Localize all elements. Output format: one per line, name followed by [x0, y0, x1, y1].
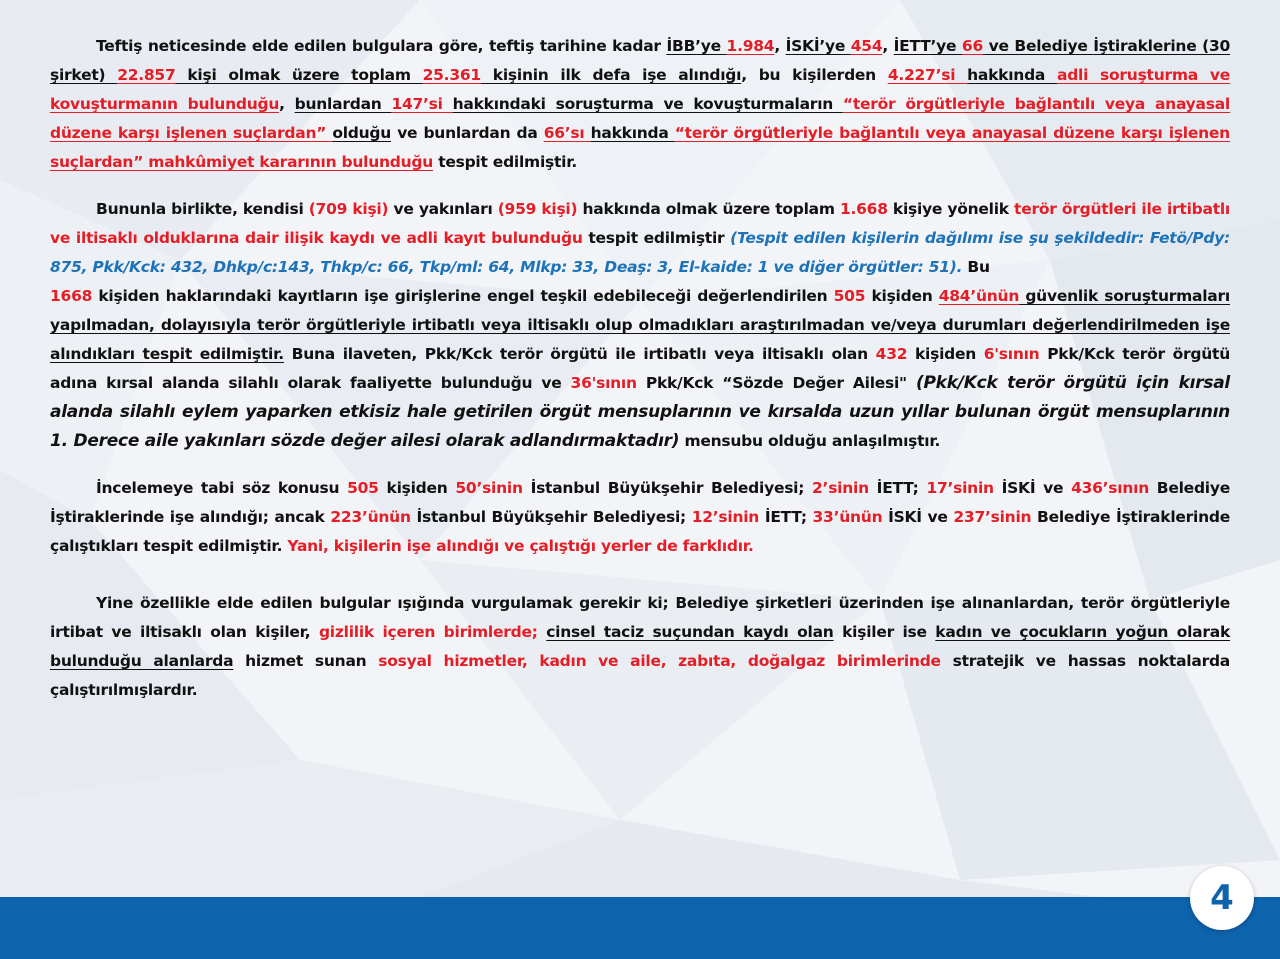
text-run: , [882, 37, 894, 55]
text-run: İETT; [868, 479, 927, 497]
paragraph-2 [50, 195, 1230, 282]
text-run: “terör örgütleriyle bağlantılı veya anayasal düzene karşı işlenen suçlardan” [50, 95, 1230, 142]
text-run: ve Belediye [983, 37, 1094, 55]
text-run: İştiraklerine (30 şirket) [50, 37, 1231, 84]
text-run: hizmet sunan [233, 652, 379, 670]
text-run [538, 623, 547, 641]
text-run: 22.857 [117, 66, 176, 84]
text-run: kadın ve çocukların yoğun olarak bulunduğu alanlarda [50, 623, 1231, 670]
text-run: 1.984 [726, 37, 775, 55]
text-run: bunlardan [294, 95, 392, 113]
text-run: kişi olmak üzere toplam [175, 66, 423, 84]
text-run: 505 [833, 287, 866, 305]
text-run: sosyal hizmetler, kadın ve aile, zabıta, doğalgaz birimlerinde [378, 652, 941, 670]
text-run: güvenlik soruşturmaları yapılmadan, dolayısıyla terör örgütleriyle irtibatlı veya iltisaklı olup olmadıkları araştırılmadan ve/veya durumları değerlendirilmeden işe alındıkları tespit edilmiştir. [50, 287, 1230, 363]
text-run: Bununla birlikte, kendisi [96, 200, 309, 218]
text-run: hakkında [590, 124, 675, 142]
text-run: Teftiş neticesinde elde edilen bulgulara göre, teftiş tarihine kadar [96, 37, 667, 55]
text-run: , [774, 37, 786, 55]
text-run: kişiden [865, 287, 939, 305]
text-run: 17’sinin [926, 479, 994, 497]
text-run: 484’ünün [938, 287, 1020, 305]
text-run: 36'sının [570, 374, 637, 392]
paragraph-2-continued [50, 282, 1230, 456]
text-run: 237’sinin [953, 508, 1032, 526]
text-run: 33’ünün [812, 508, 883, 526]
text-run: stratejik ve hassas noktalarda çalıştırılmışlardır. [50, 652, 1231, 699]
text-run: 4.227’si [887, 66, 968, 84]
text-run: İSKİ ve [882, 508, 954, 526]
text-run: ve bunlardan da [391, 124, 544, 142]
text-run: İSKİ’ye [785, 37, 851, 55]
text-run: 25.361 [422, 66, 481, 84]
text-run: 1.668 [839, 200, 888, 218]
text-run: 6'sının [983, 345, 1040, 363]
text-run: hakkında [967, 66, 1057, 84]
text-run: 50’sinin [455, 479, 523, 497]
text-run: cinsel taciz suçundan kaydı olan [546, 623, 834, 641]
text-run: kişiden [378, 479, 456, 497]
text-run: (959 kişi) [497, 200, 578, 218]
text-run: 147’si [391, 95, 453, 113]
text-run: (Pkk/Kck terör örgütü için kırsal alanda silahlı eylem yaparken etkisiz hale getirilen örgüt mensuplarının ve kırsalda uzun yıllar bulunan örgüt mensuplarının 1. Derece aile yakınları sözde değer ailesi olarak adlandırmaktadır) [50, 373, 1231, 451]
text-run: mensubu olduğu anlaşılmıştır. [679, 432, 941, 450]
text-run: 454 [850, 37, 883, 55]
text-run: 1668 [50, 287, 93, 305]
paragraph-1 [50, 32, 1230, 177]
text-run: hakkındaki soruşturma ve kovuşturmaların [452, 95, 843, 113]
page-number-badge [1190, 866, 1254, 930]
text-run: kişiden [907, 345, 984, 363]
text-run: 432 [875, 345, 908, 363]
text-run: hakkında olmak üzere toplam [577, 200, 840, 218]
text-run: tespit edilmiştir. [433, 153, 578, 171]
text-run: (709 kişi) [308, 200, 389, 218]
text-run: İBB’ye [666, 37, 727, 55]
document-body [50, 32, 1230, 705]
text-run: kişiye yönelik [887, 200, 1015, 218]
text-run: Pkk/Kck “Sözde Değer Ailesi" [636, 374, 916, 392]
text-run: Buna ilaveten, Pkk/Kck terör örgütü ile irtibatlı veya iltisaklı olan [283, 345, 876, 363]
text-run: Bu [962, 258, 990, 276]
text-run: İncelemeye tabi söz konusu [96, 479, 348, 497]
text-run: kişiden haklarındaki kayıtların işe girişlerine engel teşkil edebileceği değerlendirilen [92, 287, 834, 305]
text-run: 505 [347, 479, 379, 497]
text-run: Yani, kişilerin işe alındığı ve çalıştığı yerler de farklıdır. [287, 537, 754, 555]
text-run: tespit edilmiştir [582, 229, 731, 247]
text-run: Pkk/Kck terör örgütü adına kırsal alanda silahlı olarak faaliyette bulunduğu ve [50, 345, 1230, 392]
paragraph-3 [50, 474, 1230, 561]
text-run: , bu kişilerden [741, 66, 888, 84]
text-run: terör örgütleri ile irtibatlı ve iltisaklı olduklarına dair ilişik kaydı ve adli kayıt bulunduğu [50, 200, 1230, 247]
text-run: İstanbul Büyükşehir Belediyesi; [410, 508, 692, 526]
text-run: İSKİ ve [993, 479, 1072, 497]
text-run: kişiler ise [833, 623, 936, 641]
text-run: Belediye İştiraklerinde çalıştıkları tespit edilmiştir. [50, 508, 1230, 555]
text-run: Yine özellikle elde edilen bulgular ışığında vurgulamak gerekir ki; Belediye şirketleri üzerinden işe alınanlardan, terör örgütleriyle irtibat ve iltisaklı olan kişiler, [50, 594, 1230, 641]
text-run: adli soruşturma ve kovuşturmanın bulunduğu [50, 66, 1230, 113]
text-run: “terör örgütleriyle bağlantılı veya anayasal düzene karşı işlenen suçlardan” mahkûmiyet kararının bulunduğu [50, 124, 1230, 171]
text-run: (Tespit edilen kişilerin dağılımı ise şu şekildedir: Fetö/Pdy: 875, Pkk/Kck: 432, Dhkp/c:143, Thkp/c: 66, Tkp/ml: 64, Mlkp: 33, Deaş: 3, El-kaide: 1 ve diğer örgütler: 51). [50, 229, 1231, 276]
page-number: 4 [1210, 878, 1234, 918]
text-run: İstanbul Büyükşehir Belediyesi; [522, 479, 813, 497]
text-run: İETT; [759, 508, 813, 526]
footer-bar [0, 897, 1280, 959]
text-run: 66 [961, 37, 983, 55]
text-run: olduğu [332, 124, 392, 142]
text-run: gizlilik içeren birimlerde; [318, 623, 538, 641]
text-run: 66’sı [543, 124, 591, 142]
text-run: ve yakınları [388, 200, 498, 218]
text-run: 436’sının [1071, 479, 1149, 497]
text-run: 12’sinin [691, 508, 760, 526]
paragraph-4 [50, 589, 1230, 705]
text-run: Belediye İştiraklerinde işe alındığı; ancak [50, 479, 1230, 526]
text-run: 2’sinin [812, 479, 869, 497]
text-run: kişinin ilk defa işe alındığı [480, 66, 742, 84]
text-run: İETT’ye [893, 37, 962, 55]
text-run: , [279, 95, 295, 113]
text-run: 223’ünün [330, 508, 411, 526]
